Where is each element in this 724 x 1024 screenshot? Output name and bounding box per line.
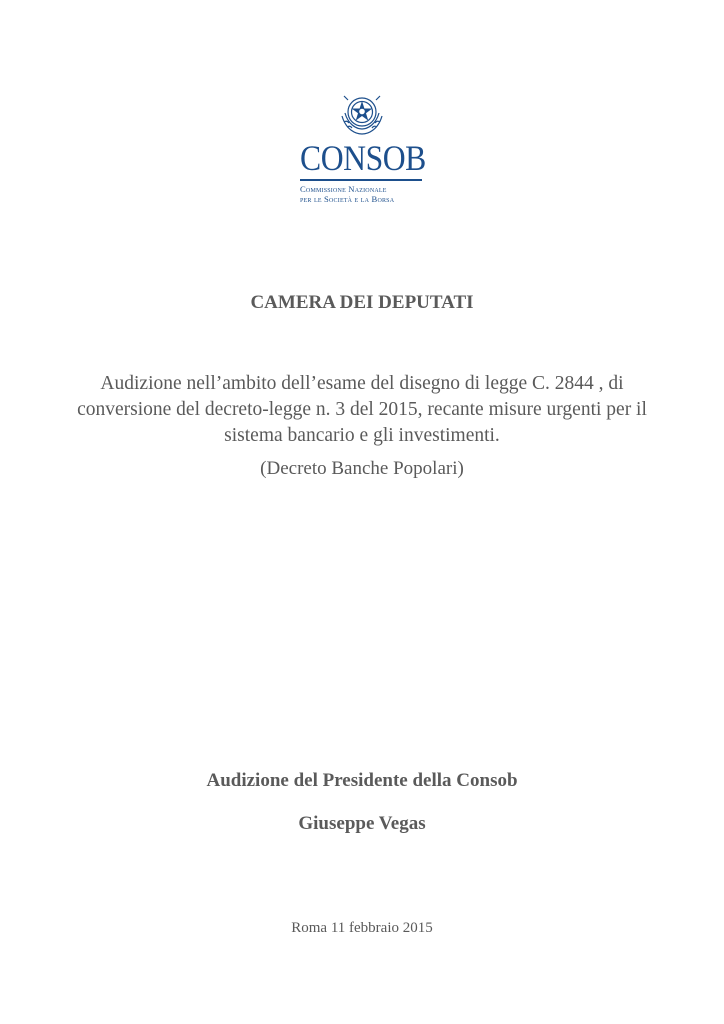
place-date: Roma 11 febbraio 2015 xyxy=(291,920,433,936)
chamber-heading: CAMERA DEI DEPUTATI xyxy=(250,292,474,313)
consob-logo xyxy=(300,140,424,204)
italian-republic-emblem-icon xyxy=(336,86,388,138)
speaker-name: Giuseppe Vegas xyxy=(298,813,426,834)
logo-wordmark: CONSOB xyxy=(300,138,426,178)
hearing-subject: Audizione nell’ambito dell’esame del disegno di legge C. 2844 , di conversione del decreto-legge n. 3 del 2015, recante misure urgenti per il sistema bancario e gli investimenti. xyxy=(77,373,647,446)
logo-subtitle-line-2: per le Società e la Borsa xyxy=(300,194,395,204)
logo-divider xyxy=(300,179,422,181)
hearing-title: Audizione del Presidente della Consob xyxy=(206,770,518,791)
decree-name: (Decreto Banche Popolari) xyxy=(260,458,464,479)
logo-subtitle-line-1: Commissione Nazionale xyxy=(300,184,387,194)
